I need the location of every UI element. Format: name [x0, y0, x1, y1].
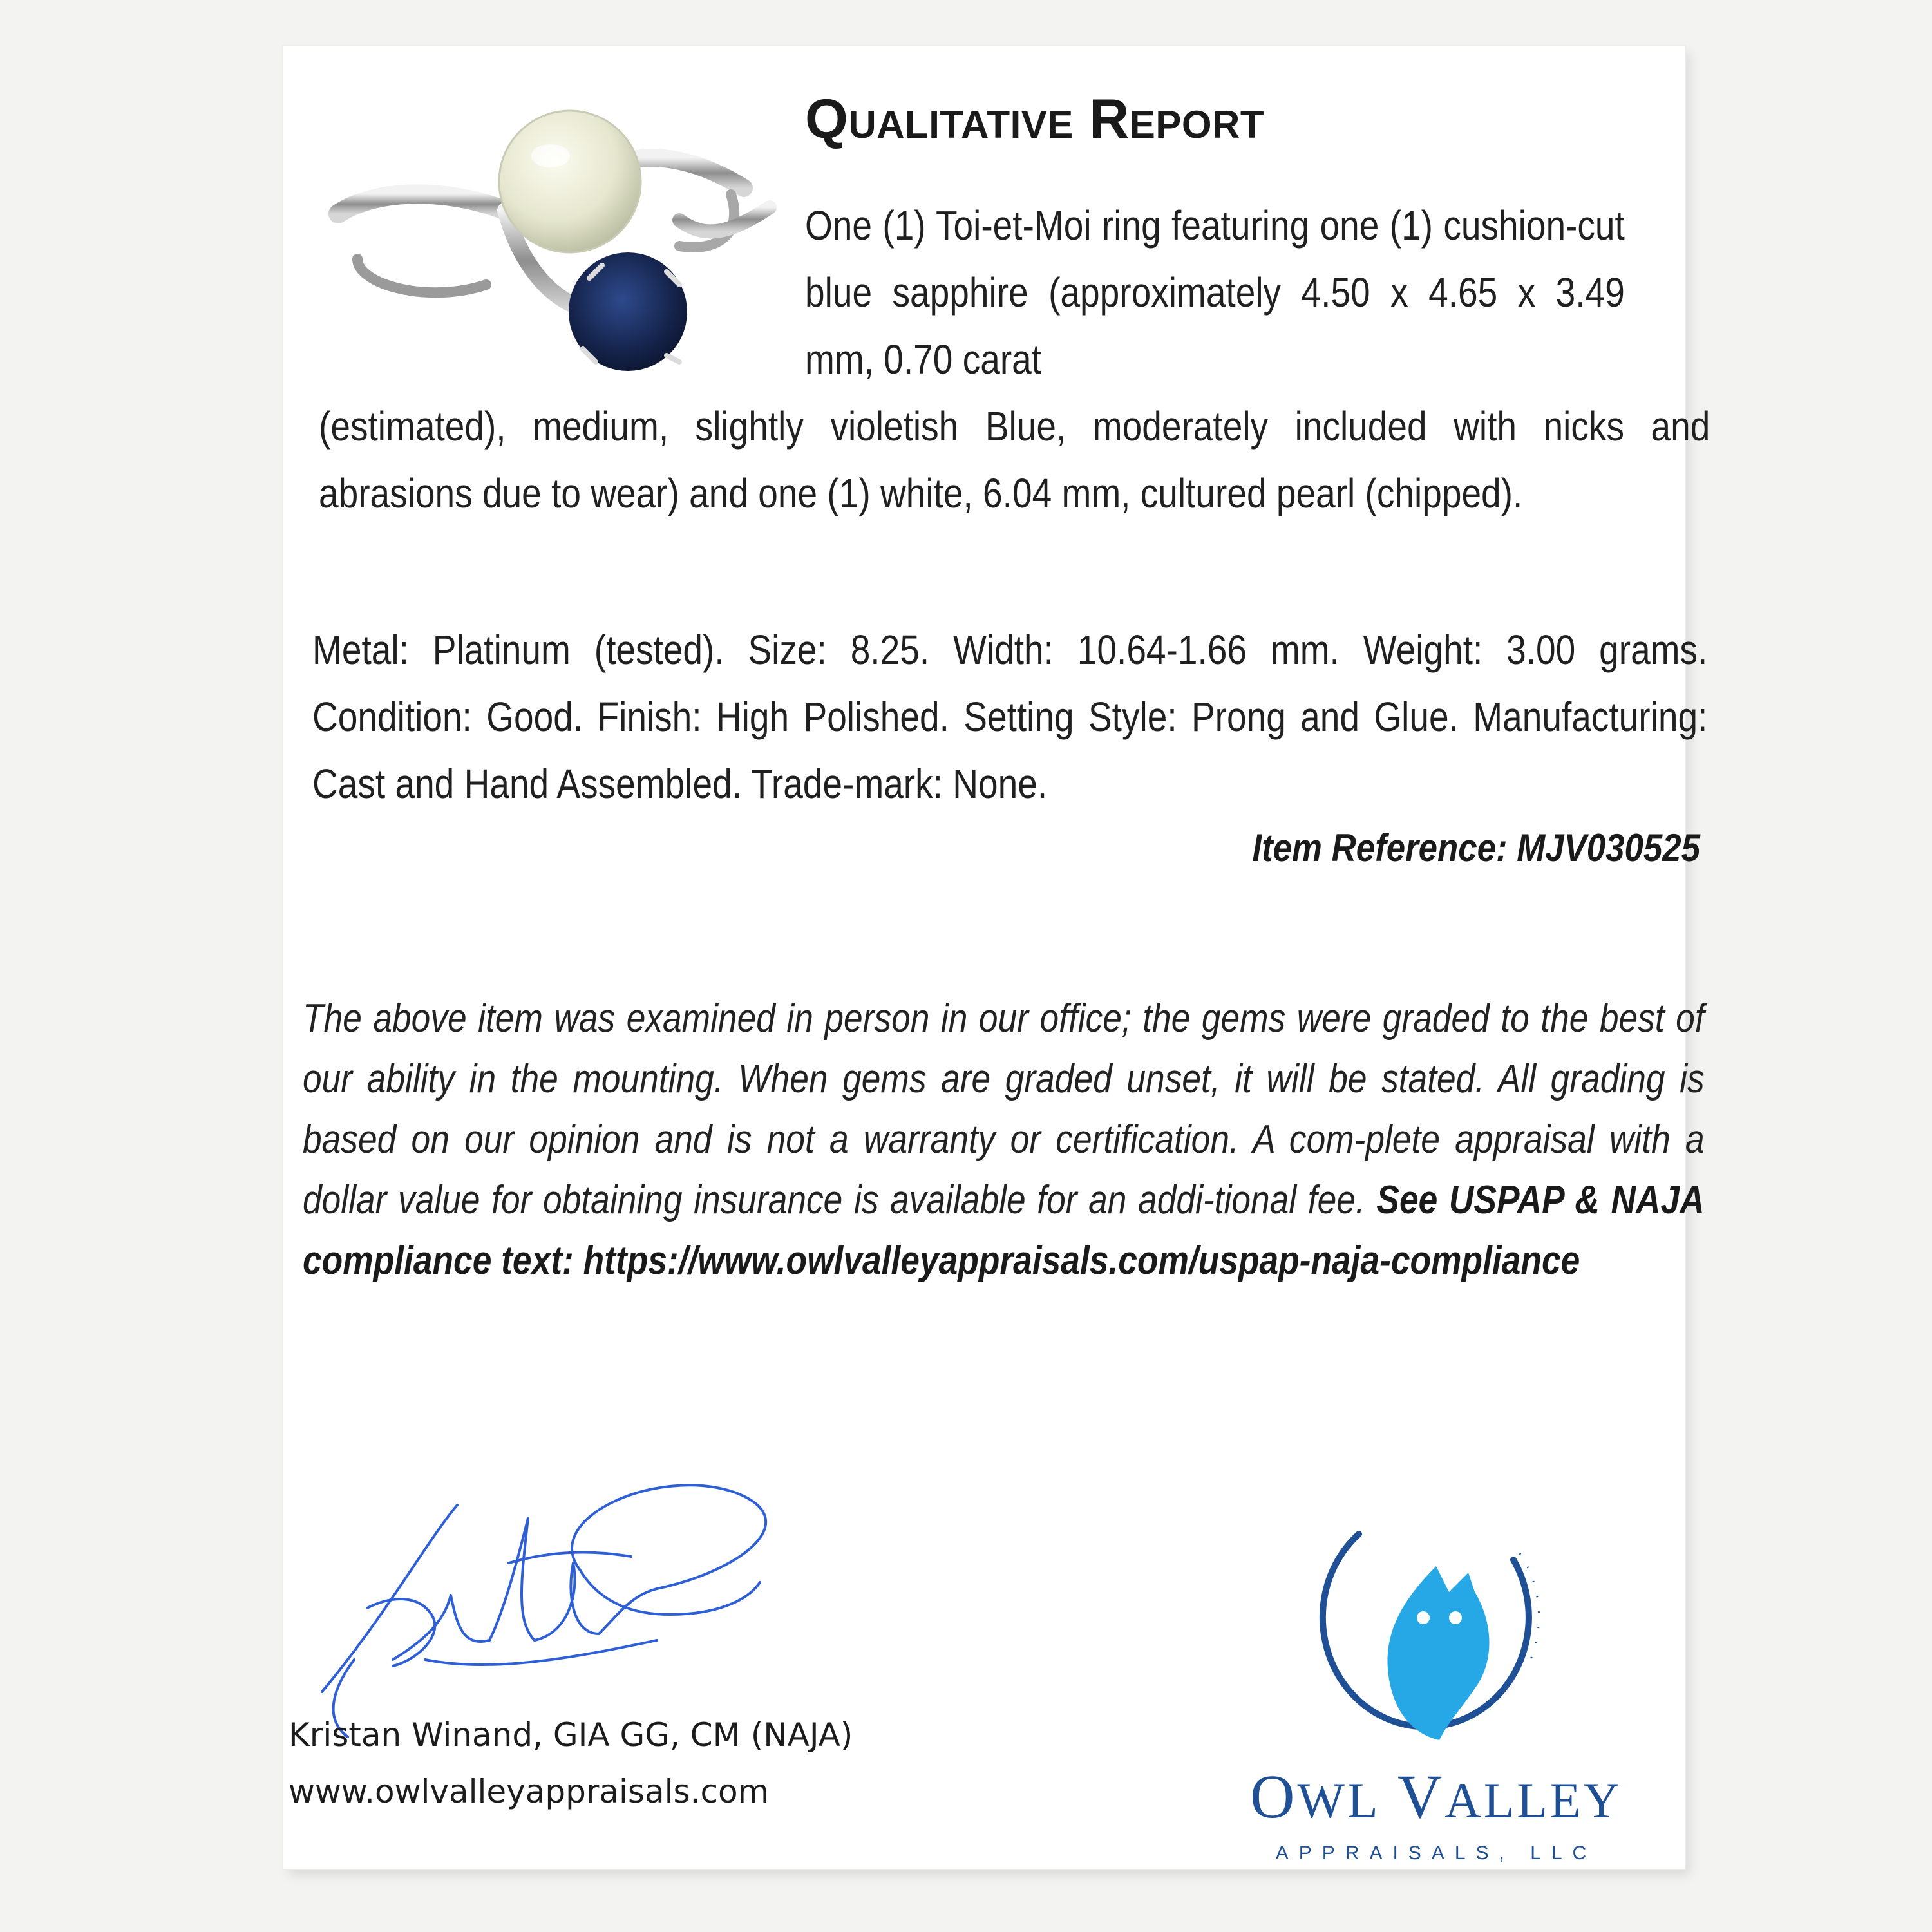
signer-website[interactable]: www.owlvalleyappraisals.com — [289, 1773, 770, 1810]
disclaimer-text: The above item was examined in person in our office; the gems were graded to the best of our ability in the mounting. When gems are graded unset, it will be stated. All grading is based on our opinion and is not a warranty or certification. A com-plete appraisal with a dollar value for obtaining insurance is available for an addi-tional fee. — [303, 996, 1705, 1222]
svg-text:APPRAISALS, LLC: APPRAISALS, LLC — [1275, 1842, 1597, 1864]
item-reference: Item Reference: MJV030525 — [1252, 826, 1700, 869]
disclaimer — [303, 989, 1705, 1291]
signer-name: Kristan Winand, GIA GG, CM (NAJA) — [289, 1716, 853, 1754]
ring-description-top: One (1) Toi-et-Moi ring featuring one (1) cushion-cut blue sapphire (approximately 4.50 x 4.65 x 3.49 mm, 0.70 carat — [805, 202, 1625, 383]
metal-details: Metal: Platinum (tested). Size: 8.25. Width: 10.64-1.66 mm. Weight: 3.00 grams. Condition: Good. Finish: High Polished. Setting Style: Prong and Glue. Manufacturing: Cast and Hand Assembled. Trade-mark: None. — [312, 627, 1708, 807]
report-title: Qualitative Report — [805, 88, 1264, 150]
ring-description-continued: (estimated), medium, slightly violetish Blue, moderately included with nicks and abrasions due to wear) and one (1) white, 6.04 mm, cultured pearl (chipped). — [319, 403, 1710, 516]
ring-photo — [319, 91, 782, 388]
appraisal-card — [283, 46, 1710, 1869]
signer-block — [289, 1707, 853, 1820]
compliance-link[interactable]: See USPAP & NAJA compliance text: https://www.owlvalleyappraisals.com/uspap-naja-compliance — [303, 1178, 1705, 1283]
owl-valley-logo — [1217, 1515, 1655, 1875]
svg-text:OWL VALLEY: OWL VALLEY — [1250, 1762, 1622, 1831]
